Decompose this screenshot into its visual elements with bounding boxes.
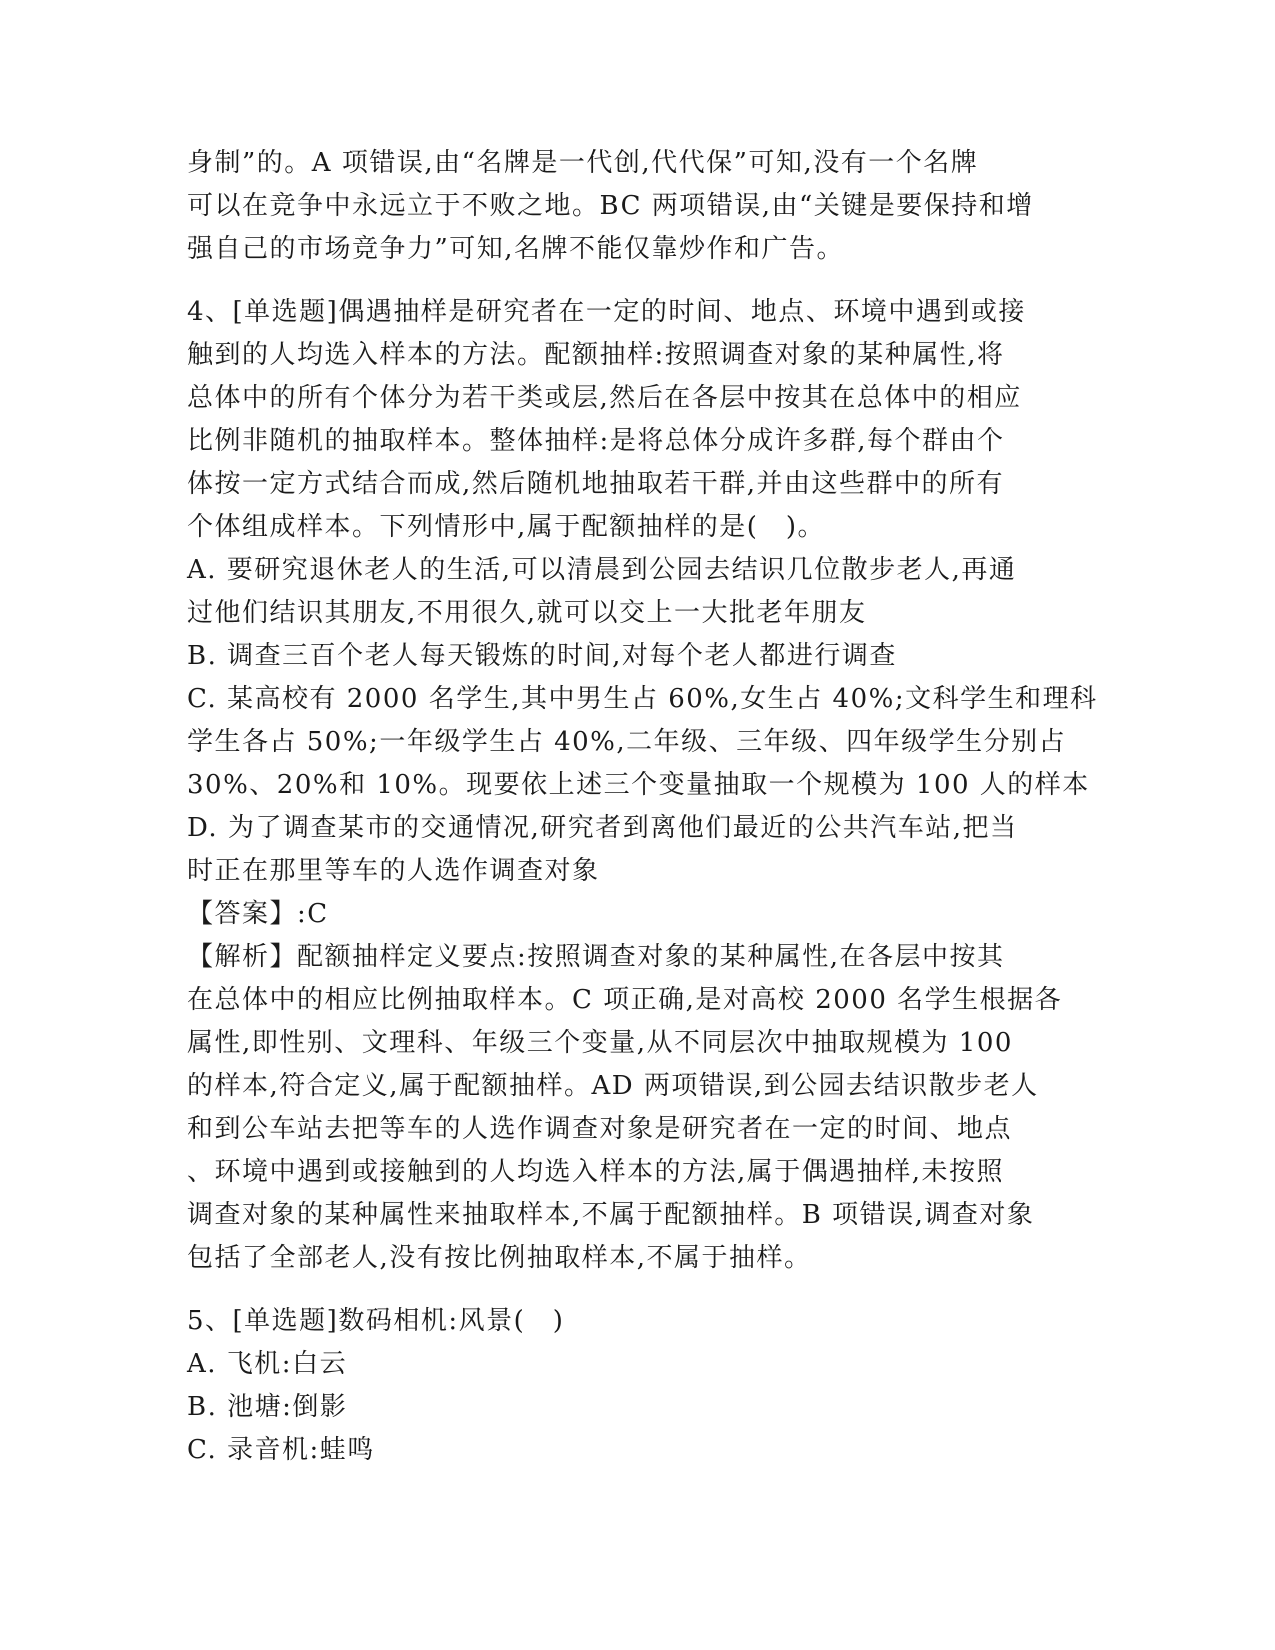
answer-line: 【答案】:C: [187, 899, 329, 929]
question-options: [187, 549, 1098, 893]
option-line: A. 飞机:白云: [187, 1349, 348, 1379]
text-line: 4、[单选题]偶遇抽样是研究者在一定的时间、地点、环境中遇到或接: [187, 297, 1026, 327]
text-line: 身制”的。A 项错误,由“名牌是一代创,代代保”可知,没有一个名牌: [187, 148, 979, 178]
option-line: 30%、20%和 10%。现要依上述三个变量抽取一个规模为 100 人的样本: [187, 770, 1090, 800]
option-line: 学生各占 50%;一年级学生占 40%,二年级、三年级、四年级学生分别占: [187, 727, 1067, 757]
text-line: 强自己的市场竞争力”可知,名牌不能仅靠炒作和广告。: [187, 234, 845, 264]
question-4: [187, 291, 1098, 1280]
option-line: B. 调查三百个老人每天锻炼的时间,对每个老人都进行调查: [187, 641, 897, 671]
text-line: 体按一定方式结合而成,然后随机地抽取若干群,并由这些群中的所有: [187, 469, 1005, 499]
document-page: [187, 142, 1098, 1472]
option-line: C. 录音机:蛙鸣: [187, 1435, 375, 1465]
option-line: A. 要研究退休老人的生活,可以清晨到公园去结识几位散步老人,再通: [187, 555, 1017, 585]
option-line: D. 为了调查某市的交通情况,研究者到离他们最近的公共汽车站,把当: [187, 813, 1018, 843]
text-line: 可以在竞争中永远立于不败之地。BC 两项错误,由“关键是要保持和增: [187, 191, 1034, 221]
text-line: 总体中的所有个体分为若干类或层,然后在各层中按其在总体中的相应: [187, 383, 1022, 413]
option-line: 时正在那里等车的人选作调查对象: [187, 856, 600, 886]
text-line: 包括了全部老人,没有按比例抽取样本,不属于抽样。: [187, 1243, 812, 1273]
text-line: 个体组成样本。下列情形中,属于配额抽样的是( )。: [187, 512, 826, 542]
option-line: 过他们结识其朋友,不用很久,就可以交上一大批老年朋友: [187, 598, 867, 628]
text-line: 属性,即性别、文理科、年级三个变量,从不同层次中抽取规模为 100: [187, 1028, 1013, 1058]
text-line: 比例非随机的抽取样本。整体抽样:是将总体分成许多群,每个群由个: [187, 426, 1005, 456]
text-line: 在总体中的相应比例抽取样本。C 项正确,是对高校 2000 名学生根据各: [187, 985, 1063, 1015]
question-5: [187, 1300, 1087, 1472]
text-line: 调查对象的某种属性来抽取样本,不属于配额抽样。B 项错误,调查对象: [187, 1200, 1035, 1230]
option-line: C. 某高校有 2000 名学生,其中男生占 60%,女生占 40%;文科学生和理科: [187, 684, 1098, 714]
text-line: 和到公车站去把等车的人选作调查对象是研究者在一定的时间、地点: [187, 1114, 1013, 1144]
text-line: 、环境中遇到或接触到的人均选入样本的方法,属于偶遇抽样,未按照: [187, 1157, 1005, 1187]
question-stem: 5、[单选题]数码相机:风景( ): [187, 1306, 565, 1336]
previous-analysis-tail: [187, 142, 1087, 271]
question-stem: [187, 291, 1087, 549]
text-line: 【解析】配额抽样定义要点:按照调查对象的某种属性,在各层中按其: [187, 942, 1005, 972]
text-line: 触到的人均选入样本的方法。配额抽样:按照调查对象的某种属性,将: [187, 340, 1005, 370]
analysis-block: [187, 936, 1087, 1280]
option-line: B. 池塘:倒影: [187, 1392, 348, 1422]
text-line: 的样本,符合定义,属于配额抽样。AD 两项错误,到公园去结识散步老人: [187, 1071, 1039, 1101]
